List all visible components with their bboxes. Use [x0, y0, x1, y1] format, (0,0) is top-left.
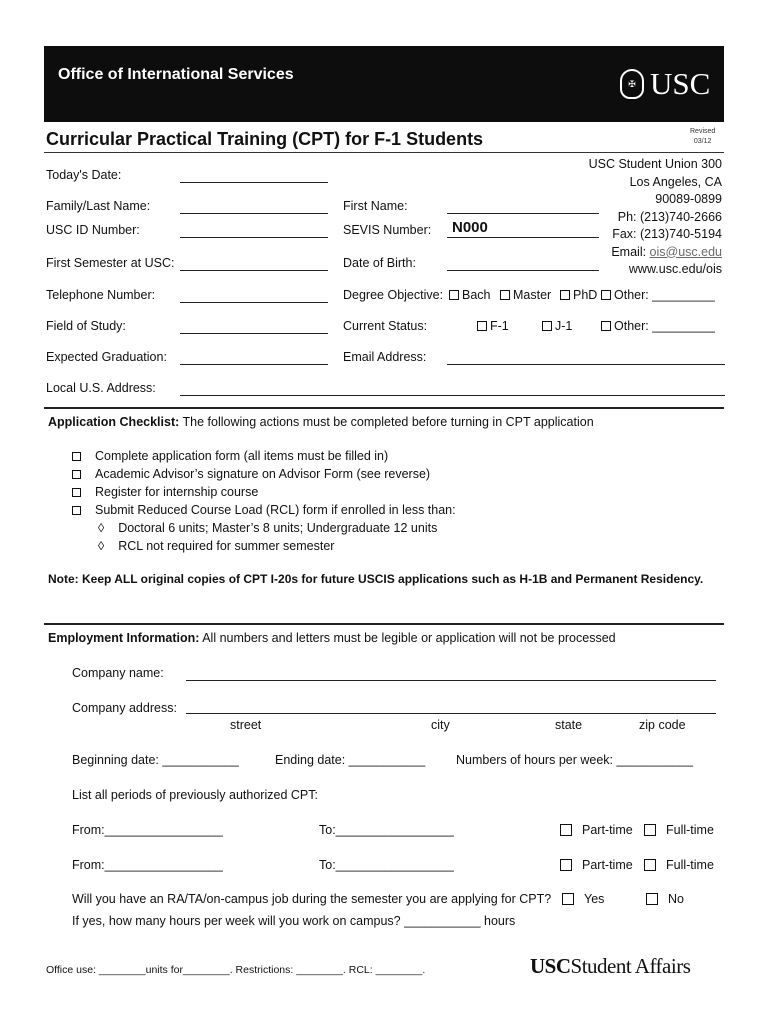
- checklist-subitem: [72, 537, 456, 555]
- email-label: Email:: [611, 244, 650, 259]
- checkbox-icon[interactable]: [644, 824, 656, 836]
- dob-label: Date of Birth:: [343, 256, 416, 270]
- contact-web: www.usc.edu/ois: [628, 262, 722, 276]
- contact-block: [560, 156, 722, 279]
- local-address-field[interactable]: [180, 395, 725, 396]
- option-label: Other: _________: [614, 319, 715, 333]
- first-semester-field[interactable]: [180, 270, 328, 271]
- local-address-label: Local U.S. Address:: [46, 381, 156, 395]
- checkbox-icon[interactable]: [542, 321, 552, 331]
- family-name-field[interactable]: [180, 213, 328, 214]
- revised-date: 03/12: [693, 138, 712, 145]
- todays-date-field[interactable]: [180, 182, 328, 183]
- city-caption: city: [431, 718, 450, 732]
- first-name-label: First Name:: [343, 199, 408, 213]
- checkbox-icon[interactable]: [562, 893, 574, 905]
- checklist-item: [72, 501, 456, 519]
- checkbox-icon[interactable]: [601, 321, 611, 331]
- checklist-subitem: [72, 519, 456, 537]
- item-text: Register for internship course: [95, 485, 259, 499]
- company-address-field[interactable]: [186, 713, 716, 714]
- status-other-option[interactable]: [601, 319, 715, 333]
- checkbox-icon: [72, 470, 81, 479]
- email-address-label: Email Address:: [343, 350, 427, 364]
- checkbox-icon[interactable]: [646, 893, 658, 905]
- option-label: Full-time: [666, 823, 714, 837]
- telephone-label: Telephone Number:: [46, 288, 156, 302]
- status-label: Current Status:: [343, 319, 428, 333]
- copies-note: Note: Keep ALL original copies of CPT I-20s for future USCIS applications such as H-1B and Permanent Residency.: [48, 572, 704, 586]
- dob-field[interactable]: [447, 270, 599, 271]
- option-label: J-1: [555, 319, 573, 333]
- checklist-item: [72, 465, 456, 483]
- sevis-label: SEVIS Number:: [343, 223, 432, 237]
- degree-other-option[interactable]: [601, 288, 715, 302]
- email-address-field[interactable]: [447, 364, 725, 365]
- email-link[interactable]: ois@usc.edu: [649, 244, 722, 259]
- subitem-text: Doctoral 6 units; Master’s 8 units; Undergraduate 12 units: [118, 521, 438, 535]
- checklist-item: [72, 483, 456, 501]
- title-rule: [44, 152, 724, 153]
- employment-header: [48, 631, 616, 645]
- full-time-option[interactable]: [644, 823, 714, 837]
- diamond-icon: ◊: [98, 521, 105, 535]
- usc-id-label: USC ID Number:: [46, 223, 140, 237]
- ra-hours[interactable]: If yes, how many hours per week will you work on campus? ___________ hours: [72, 914, 516, 928]
- option-label: Full-time: [666, 858, 714, 872]
- beginning-date[interactable]: Beginning date: ___________: [72, 753, 239, 767]
- section-divider: [44, 407, 724, 409]
- hours-per-week[interactable]: Numbers of hours per week: ___________: [456, 753, 693, 767]
- section-divider: [44, 623, 724, 625]
- ra-no-option[interactable]: [646, 892, 684, 906]
- company-name-field[interactable]: [186, 680, 716, 681]
- graduation-label: Expected Graduation:: [46, 350, 167, 364]
- contact-email: [560, 244, 722, 262]
- option-label: Bach: [462, 288, 491, 302]
- office-use: Office use: ________units for________. Restrictions: ________. RCL: ________.: [46, 964, 426, 976]
- checkbox-icon[interactable]: [560, 290, 570, 300]
- checkbox-icon[interactable]: [560, 824, 572, 836]
- checkbox-icon[interactable]: [500, 290, 510, 300]
- checkbox-icon[interactable]: [560, 859, 572, 871]
- contact-fax: Fax: (213)740-5194: [612, 227, 722, 241]
- checklist-header: [48, 415, 594, 429]
- checkbox-icon[interactable]: [449, 290, 459, 300]
- checkbox-icon: [72, 488, 81, 497]
- degree-phd-option[interactable]: [560, 288, 597, 302]
- ra-question: Will you have an RA/TA/on-campus job during the semester you are applying for CPT?: [72, 892, 552, 906]
- option-label: Part-time: [582, 858, 633, 872]
- zip-caption: zip code: [639, 718, 686, 732]
- checklist-intro: The following actions must be completed before turning in CPT application: [182, 415, 594, 429]
- telephone-field[interactable]: [180, 302, 328, 303]
- first-name-field[interactable]: [447, 213, 599, 214]
- checkbox-icon: [72, 452, 81, 461]
- employment-heading: Employment Information:: [48, 631, 200, 645]
- period-to[interactable]: To:_________________: [319, 823, 454, 837]
- diamond-icon: ◊: [98, 539, 105, 553]
- checkbox-icon[interactable]: [477, 321, 487, 331]
- status-f1-option[interactable]: [477, 319, 509, 333]
- ending-date[interactable]: Ending date: ___________: [275, 753, 426, 767]
- checklist-list: [72, 447, 456, 555]
- company-address-label: Company address:: [72, 701, 177, 715]
- degree-label: Degree Objective:: [343, 288, 444, 302]
- contact-line: 90089-0899: [655, 192, 722, 206]
- street-caption: street: [230, 718, 262, 732]
- brand-bold: USC: [530, 954, 571, 978]
- degree-bach-option[interactable]: [449, 288, 491, 302]
- employment-intro: All numbers and letters must be legible or application will not be processed: [202, 631, 616, 645]
- option-label: Master: [513, 288, 552, 302]
- checklist-heading: Application Checklist:: [48, 415, 180, 429]
- period-from[interactable]: From:_________________: [72, 858, 223, 872]
- state-caption: state: [555, 718, 583, 732]
- document-title: Curricular Practical Training (CPT) for F-1 Students: [46, 129, 484, 149]
- part-time-option[interactable]: [560, 858, 633, 872]
- sevis-field[interactable]: [447, 237, 599, 238]
- checkbox-icon[interactable]: [644, 859, 656, 871]
- usc-logo: [620, 66, 710, 102]
- graduation-field[interactable]: [180, 364, 328, 365]
- contact-phone: Ph: (213)740-2666: [617, 209, 722, 224]
- sevis-value: N000: [452, 219, 488, 236]
- brand-rest: Student Affairs: [570, 954, 691, 978]
- subitem-text: RCL not required for summer semester: [118, 539, 335, 553]
- period-from[interactable]: From:_________________: [72, 823, 223, 837]
- degree-master-option[interactable]: [500, 288, 551, 302]
- student-affairs-logo: [530, 954, 690, 979]
- revised-label: Revised: [690, 128, 716, 135]
- option-label: No: [668, 892, 684, 906]
- option-label: Other: _________: [614, 288, 715, 302]
- checkbox-icon: [72, 506, 81, 515]
- usc-id-field[interactable]: [180, 237, 328, 238]
- contact-line: USC Student Union 300: [588, 157, 722, 171]
- option-label: F-1: [490, 319, 509, 333]
- status-j1-option[interactable]: [542, 319, 572, 333]
- usc-wordmark: USC: [650, 66, 711, 101]
- item-text: Academic Advisor’s signature on Advisor Form (see reverse): [95, 467, 431, 481]
- revised-note: [690, 127, 715, 147]
- option-label: PhD: [573, 288, 598, 302]
- company-name-label: Company name:: [72, 666, 164, 680]
- option-label: Part-time: [582, 823, 633, 837]
- family-name-label: Family/Last Name:: [46, 199, 151, 213]
- periods-label: List all periods of previously authorized CPT:: [72, 788, 318, 802]
- period-to[interactable]: To:_________________: [319, 858, 454, 872]
- full-time-option[interactable]: [644, 858, 714, 872]
- todays-date-label: Today's Date:: [46, 168, 122, 182]
- item-text: Submit Reduced Course Load (RCL) form if enrolled in less than:: [95, 503, 456, 517]
- ra-yes-option[interactable]: [562, 892, 604, 906]
- office-title: Office of International Services: [58, 66, 294, 83]
- checklist-item: [72, 447, 456, 465]
- field-of-study-field[interactable]: [180, 333, 328, 334]
- part-time-option[interactable]: [560, 823, 633, 837]
- usc-seal-icon: ✠: [620, 69, 644, 99]
- item-text: Complete application form (all items must be filled in): [95, 449, 389, 463]
- checkbox-icon[interactable]: [601, 290, 611, 300]
- option-label: Yes: [584, 892, 605, 906]
- first-semester-label: First Semester at USC:: [46, 256, 175, 270]
- field-of-study-label: Field of Study:: [46, 319, 126, 333]
- contact-line: Los Angeles, CA: [629, 174, 722, 189]
